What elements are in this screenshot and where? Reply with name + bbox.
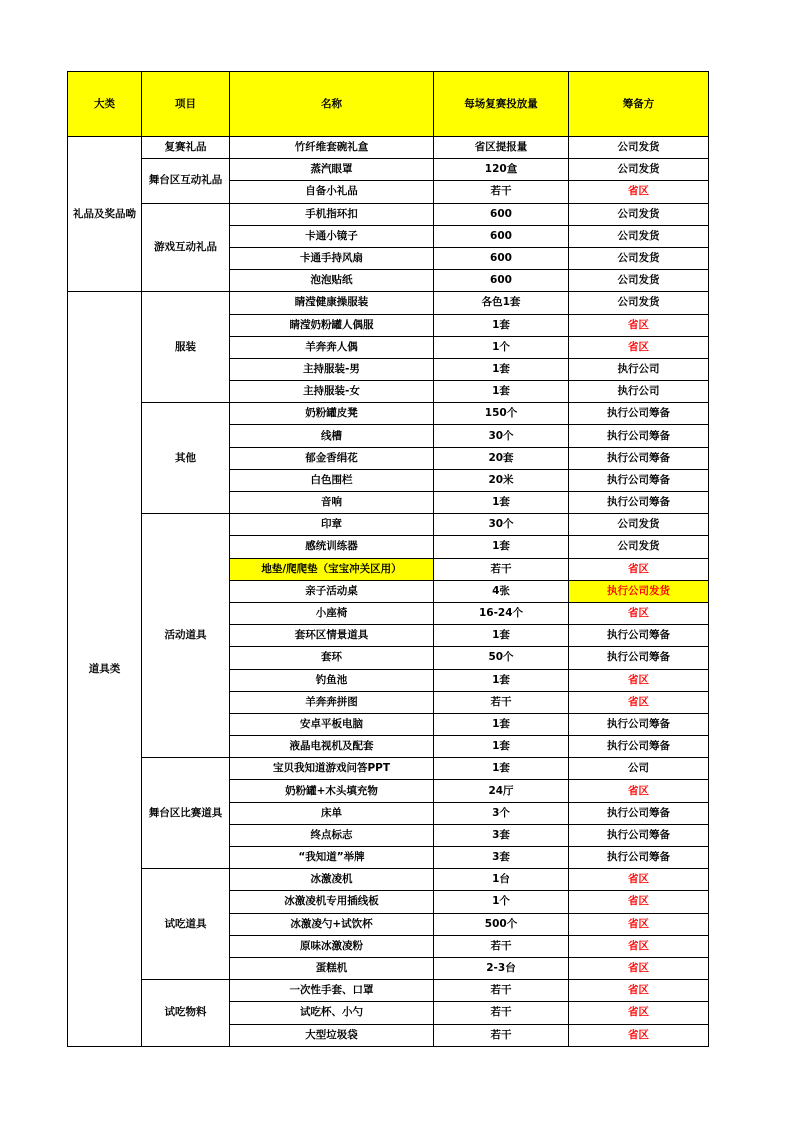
party-cell: 公司发货	[569, 536, 709, 558]
quantity-cell: 50个	[434, 647, 569, 669]
quantity-cell: 若干	[434, 691, 569, 713]
party-cell: 公司发货	[569, 159, 709, 181]
item-name-cell: 卡通手持风扇	[230, 247, 434, 269]
item-name-cell: 宝贝我知道游戏问答PPT	[230, 758, 434, 780]
party-cell: 执行公司发货	[569, 580, 709, 602]
item-name-cell: 睛滢健康操服装	[230, 292, 434, 314]
item-name-cell: 感统训练器	[230, 536, 434, 558]
party-cell: 省区	[569, 691, 709, 713]
item-name-cell: 原味冰激凌粉	[230, 935, 434, 957]
quantity-cell: 若干	[434, 558, 569, 580]
quantity-cell: 1套	[434, 536, 569, 558]
quantity-cell: 30个	[434, 425, 569, 447]
project-cell: 试吃道具	[142, 869, 230, 980]
party-cell: 省区	[569, 602, 709, 624]
item-name-cell: 泡泡贴纸	[230, 270, 434, 292]
item-name-cell: “我知道”举牌	[230, 847, 434, 869]
quantity-cell: 16-24个	[434, 602, 569, 624]
party-cell: 执行公司筹备	[569, 736, 709, 758]
party-cell: 执行公司	[569, 358, 709, 380]
party-cell: 省区	[569, 336, 709, 358]
item-name-cell: 一次性手套、口罩	[230, 980, 434, 1002]
table-row	[68, 869, 709, 891]
party-cell: 省区	[569, 935, 709, 957]
item-name-cell: 冰激凌机专用插线板	[230, 891, 434, 913]
party-cell: 省区	[569, 314, 709, 336]
item-name-cell: 郁金香绢花	[230, 447, 434, 469]
item-name-cell: 试吃杯、小勺	[230, 1002, 434, 1024]
item-name-cell: 白色围栏	[230, 469, 434, 491]
party-cell: 公司发货	[569, 225, 709, 247]
party-cell: 省区	[569, 558, 709, 580]
item-name-cell: 印章	[230, 514, 434, 536]
party-cell: 执行公司筹备	[569, 713, 709, 735]
quantity-cell: 600	[434, 247, 569, 269]
quantity-cell: 120盒	[434, 159, 569, 181]
party-cell: 公司发货	[569, 514, 709, 536]
party-cell: 公司发货	[569, 137, 709, 159]
party-cell: 执行公司筹备	[569, 492, 709, 514]
quantity-cell: 1套	[434, 713, 569, 735]
party-cell: 省区	[569, 669, 709, 691]
quantity-cell: 1套	[434, 758, 569, 780]
party-cell: 省区	[569, 181, 709, 203]
supply-table	[67, 71, 709, 1047]
item-name-cell: 冰激凌机	[230, 869, 434, 891]
project-cell: 舞台区互动礼品	[142, 159, 230, 203]
table-row	[68, 980, 709, 1002]
item-name-cell: 奶粉罐+木头填充物	[230, 780, 434, 802]
item-name-cell: 小座椅	[230, 602, 434, 624]
header-row	[68, 72, 709, 137]
quantity-cell: 600	[434, 270, 569, 292]
table-row	[68, 159, 709, 181]
party-cell: 省区	[569, 869, 709, 891]
item-name-cell: 手机指环扣	[230, 203, 434, 225]
project-cell: 活动道具	[142, 514, 230, 758]
party-cell: 公司发货	[569, 292, 709, 314]
item-name-cell: 床单	[230, 802, 434, 824]
header-project: 项目	[142, 72, 230, 137]
quantity-cell: 500个	[434, 913, 569, 935]
item-name-cell: 液晶电视机及配套	[230, 736, 434, 758]
item-name-cell: 钓鱼池	[230, 669, 434, 691]
party-cell: 省区	[569, 1024, 709, 1046]
party-cell: 执行公司筹备	[569, 469, 709, 491]
quantity-cell: 30个	[434, 514, 569, 536]
project-cell: 服装	[142, 292, 230, 403]
party-cell: 省区	[569, 1002, 709, 1024]
header-party: 筹备方	[569, 72, 709, 137]
quantity-cell: 4张	[434, 580, 569, 602]
quantity-cell: 20套	[434, 447, 569, 469]
item-name-cell: 蒸汽眼罩	[230, 159, 434, 181]
table-row	[68, 403, 709, 425]
item-name-cell: 睛滢奶粉罐人偶服	[230, 314, 434, 336]
project-cell: 复赛礼品	[142, 137, 230, 159]
quantity-cell: 2-3台	[434, 957, 569, 979]
quantity-cell: 1套	[434, 669, 569, 691]
item-name-cell: 竹纤维套碗礼盒	[230, 137, 434, 159]
category-cell: 道具类	[68, 292, 142, 1046]
quantity-cell: 24厅	[434, 780, 569, 802]
quantity-cell: 若干	[434, 181, 569, 203]
item-name-cell: 音响	[230, 492, 434, 514]
item-name-cell: 地垫/爬爬垫（宝宝冲关区用）	[230, 558, 434, 580]
party-cell: 执行公司筹备	[569, 403, 709, 425]
party-cell: 省区	[569, 980, 709, 1002]
party-cell: 执行公司筹备	[569, 802, 709, 824]
quantity-cell: 3套	[434, 824, 569, 846]
quantity-cell: 1套	[434, 736, 569, 758]
item-name-cell: 套环区情景道具	[230, 625, 434, 647]
item-name-cell: 大型垃圾袋	[230, 1024, 434, 1046]
item-name-cell: 终点标志	[230, 824, 434, 846]
quantity-cell: 若干	[434, 935, 569, 957]
category-cell: 礼品及奖品呦	[68, 137, 142, 292]
item-name-cell: 奶粉罐皮凳	[230, 403, 434, 425]
item-name-cell: 安卓平板电脑	[230, 713, 434, 735]
table-row	[68, 292, 709, 314]
quantity-cell: 1套	[434, 492, 569, 514]
quantity-cell: 若干	[434, 980, 569, 1002]
party-cell: 执行公司筹备	[569, 647, 709, 669]
party-cell: 公司	[569, 758, 709, 780]
item-name-cell: 羊奔奔拼图	[230, 691, 434, 713]
party-cell: 执行公司	[569, 381, 709, 403]
project-cell: 其他	[142, 403, 230, 514]
item-name-cell: 亲子活动桌	[230, 580, 434, 602]
party-cell: 公司发货	[569, 203, 709, 225]
quantity-cell: 若干	[434, 1024, 569, 1046]
item-name-cell: 套环	[230, 647, 434, 669]
item-name-cell: 冰激凌勺+试饮杯	[230, 913, 434, 935]
header-name: 名称	[230, 72, 434, 137]
quantity-cell: 1台	[434, 869, 569, 891]
quantity-cell: 600	[434, 203, 569, 225]
party-cell: 公司发货	[569, 270, 709, 292]
quantity-cell: 1套	[434, 358, 569, 380]
party-cell: 公司发货	[569, 247, 709, 269]
quantity-cell: 3套	[434, 847, 569, 869]
table-body	[68, 137, 709, 1047]
party-cell: 执行公司筹备	[569, 425, 709, 447]
project-cell: 游戏互动礼品	[142, 203, 230, 292]
quantity-cell: 1套	[434, 625, 569, 647]
table-row	[68, 203, 709, 225]
quantity-cell: 1个	[434, 891, 569, 913]
table-row	[68, 137, 709, 159]
item-name-cell: 主持服装-男	[230, 358, 434, 380]
quantity-cell: 各色1套	[434, 292, 569, 314]
party-cell: 执行公司筹备	[569, 847, 709, 869]
quantity-cell: 3个	[434, 802, 569, 824]
header-category: 大类	[68, 72, 142, 137]
project-cell: 试吃物料	[142, 980, 230, 1047]
party-cell: 省区	[569, 913, 709, 935]
quantity-cell: 1套	[434, 381, 569, 403]
quantity-cell: 省区提报量	[434, 137, 569, 159]
header-quantity: 每场复赛投放量	[434, 72, 569, 137]
item-name-cell: 自备小礼品	[230, 181, 434, 203]
quantity-cell: 600	[434, 225, 569, 247]
item-name-cell: 羊奔奔人偶	[230, 336, 434, 358]
table-row	[68, 514, 709, 536]
party-cell: 省区	[569, 780, 709, 802]
quantity-cell: 1套	[434, 314, 569, 336]
party-cell: 执行公司筹备	[569, 824, 709, 846]
item-name-cell: 卡通小镜子	[230, 225, 434, 247]
quantity-cell: 若干	[434, 1002, 569, 1024]
party-cell: 省区	[569, 891, 709, 913]
item-name-cell: 主持服装-女	[230, 381, 434, 403]
item-name-cell: 蛋糕机	[230, 957, 434, 979]
table-row	[68, 758, 709, 780]
quantity-cell: 150个	[434, 403, 569, 425]
party-cell: 执行公司筹备	[569, 447, 709, 469]
party-cell: 执行公司筹备	[569, 625, 709, 647]
item-name-cell: 线槽	[230, 425, 434, 447]
quantity-cell: 1个	[434, 336, 569, 358]
quantity-cell: 20米	[434, 469, 569, 491]
party-cell: 省区	[569, 957, 709, 979]
project-cell: 舞台区比赛道具	[142, 758, 230, 869]
